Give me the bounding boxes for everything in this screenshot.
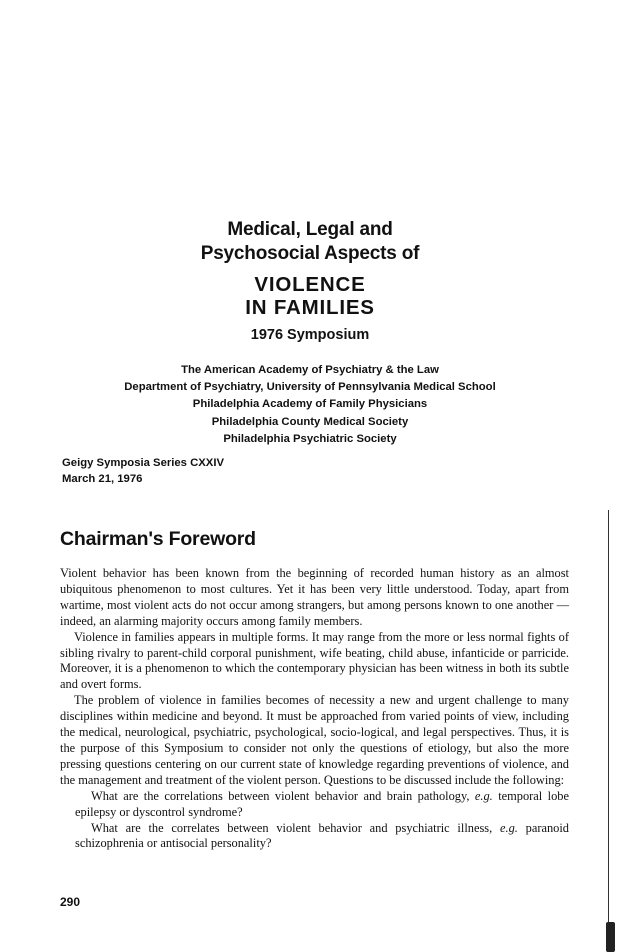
sponsor-item: Department of Psychiatry, University of Pennsylvania Medical School <box>124 381 496 394</box>
series-info <box>62 455 224 487</box>
series-date: March 21, 1976 <box>62 473 143 485</box>
series-name: Geigy Symposia Series CXXIV <box>62 457 224 469</box>
sponsor-item: Philadelphia Psychiatric Society <box>223 432 397 445</box>
page-edge-mark <box>606 922 615 952</box>
page-edge-line <box>608 510 609 925</box>
eg-abbreviation: e.g. <box>499 820 518 835</box>
section-title: Chairman's Foreword <box>60 528 256 550</box>
page-number: 290 <box>60 895 81 909</box>
sponsor-item: The American Academy of Psychiatry & the Law <box>181 364 439 376</box>
question-text: paranoid schizophrenia or antisocial personality? <box>75 820 569 851</box>
title-caps-line-2: IN FAMILIES <box>245 296 375 319</box>
paragraph: Violence in families appears in multiple forms. It may range from the more or less normal fights of sibling rivalry to parent-child corporal punishment, wife beating, child abuse, infanticide or parricide. Moreover, it is a phenomenon to which the contemporary physician has been witness in both its subtle and overt forms. <box>60 629 569 692</box>
paragraph: The problem of violence in families becomes of necessity a new and urgent challenge to many disciplines within medicine and beyond. It must be approached from varied points of view, including the medical, neurological, psychiatric, psychological, socio-logical, and legal perspectives. Thus, it is the purpose of this Symposium to consider not only the questions of etiology, but also the more pressing questions centering on our current state of knowledge regarding preventions of violence, and the management and treatment of the violent person. Questions to be discussed include the following: <box>60 693 569 787</box>
title-line-2: Psychosocial Aspects of <box>200 243 420 264</box>
question-text: What are the correlates between violent behavior and psychiatric illness, <box>91 820 493 835</box>
sponsor-item: Philadelphia Academy of Family Physicians <box>192 398 428 411</box>
paragraph: Violent behavior has been known from the beginning of recorded human history as an almost ubiquitous phenomenon to most cultures. Yet it has been very little understood. Today, apart from wartime, most violent acts do not occur among strangers, but among persons known to one another — indeed, an alarming majority occurs among family members. <box>60 566 569 628</box>
title-caps-line-1: VIOLENCE <box>254 273 366 296</box>
sponsor-item: Philadelphia County Medical Society <box>211 415 409 428</box>
symposium-year: 1976 Symposium <box>250 327 370 343</box>
title-line-1: Medical, Legal and <box>227 219 393 240</box>
question-item <box>60 821 569 853</box>
foreword-body <box>60 566 569 852</box>
question-text: temporal lobe epilepsy or dyscontrol syndrome? <box>75 788 569 819</box>
question-text: What are the correlations between violent behavior and brain pathology, <box>91 788 470 803</box>
question-item <box>60 789 569 821</box>
eg-abbreviation: e.g. <box>474 788 493 803</box>
sponsor-list <box>0 362 620 448</box>
